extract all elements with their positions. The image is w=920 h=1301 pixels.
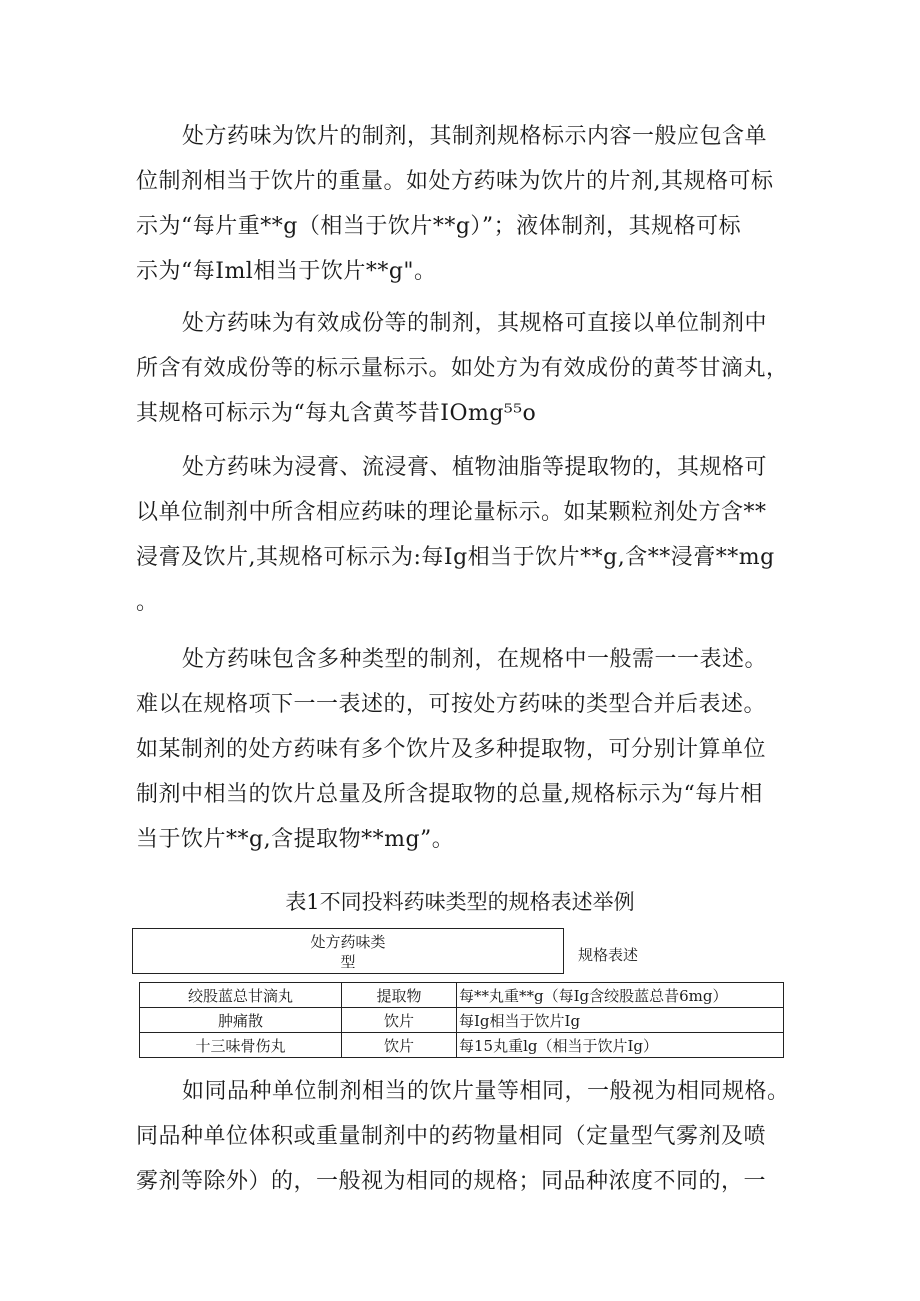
table-cell-product: 十三味骨伤丸 — [140, 1033, 342, 1058]
table-cell-spec: 每**丸重**g（每Ig含绞股蓝总昔6mg） — [457, 983, 784, 1008]
paragraph-line: 以单位制剂中所含相应药味的理论量标示。如某颗粒剂处方含** — [136, 500, 767, 525]
paragraph-line: 同品种单位体积或重量制剂中的药物量相同（定量型气雾剂及喷 — [136, 1124, 767, 1149]
paragraph-line: 当于饮片**g,含提取物**mg”。 — [136, 827, 455, 852]
paragraph-line: 浸膏及饮片,其规格可标示为:每Ig相当于饮片**g,含**浸膏**mg — [136, 545, 775, 570]
paragraph-4 — [136, 637, 796, 862]
table-header-line: 处方药味类 — [310, 933, 386, 951]
paragraph-line: 所含有效成份等的标示量标示。如处方为有效成份的黄芩甘滴丸， — [136, 356, 789, 381]
paragraph-3 — [136, 445, 796, 625]
paragraph-line: 制剂中相当的饮片总量及所含提取物的总量,规格标示为“每片相 — [136, 782, 763, 807]
table-cell-type: 饮片 — [342, 1033, 457, 1058]
paragraph-2 — [136, 301, 796, 436]
paragraph-line: 如某制剂的处方药味有多个饮片及多种提取物，可分别计算单位 — [136, 737, 767, 762]
paragraph-line: 其规格可标示为“每丸含黄芩昔IOmg⁵⁵o — [136, 401, 537, 426]
paragraph-line: 处方药味为饮片的制剂，其制剂规格标示内容一般应包含单 — [182, 124, 768, 149]
paragraph-line: 处方药味为有效成份等的制剂，其规格可直接以单位制剂中 — [182, 311, 768, 336]
paragraph-1 — [136, 114, 796, 294]
table-header-spec: 规格表述 — [578, 946, 639, 964]
table-caption: 表1不同投料药味类型的规格表述举例 — [285, 890, 635, 914]
table-cell-type: 提取物 — [342, 983, 457, 1008]
table-row — [140, 1008, 784, 1033]
paragraph-line: 示为“每Iml相当于饮片**g"。 — [136, 259, 437, 284]
table-cell-spec: 每Ig相当于饮片Ig — [457, 1008, 784, 1033]
table-header-line: 型 — [340, 953, 356, 971]
paragraph-line: 处方药味为浸膏、流浸膏、植物油脂等提取物的，其规格可 — [182, 455, 768, 480]
table-row — [140, 1033, 784, 1058]
paragraph-line: 处方药味包含多种类型的制剂，在规格中一般需一一表述。 — [182, 647, 768, 672]
paragraph-line: 如同品种单位制剂相当的饮片量等相同，一般视为相同规格。 — [182, 1079, 790, 1104]
table-cell-type: 饮片 — [342, 1008, 457, 1033]
table-cell-product: 肿痛散 — [140, 1008, 342, 1033]
paragraph-line: 位制剂相当于饮片的重量。如处方药味为饮片的片剂,其规格可标 — [136, 169, 774, 194]
table-row — [140, 983, 784, 1008]
spec-table — [139, 982, 784, 1058]
paragraph-line: 。 — [136, 590, 159, 615]
table-cell-product: 绞股蓝总甘滴丸 — [140, 983, 342, 1008]
paragraph-5 — [136, 1069, 796, 1204]
paragraph-line: 雾剂等除外）的，一般视为相同的规格；同品种浓度不同的，一 — [136, 1169, 767, 1194]
table-header-prescription-type — [132, 928, 564, 974]
paragraph-line: 难以在规格项下一一表述的，可按处方药味的类型合并后表述。 — [136, 692, 767, 717]
table-cell-spec: 每15丸重lg（相当于饮片Ig） — [457, 1033, 784, 1058]
paragraph-line: 示为“每片重**g（相当于饮片**g）”；液体制剂，其规格可标 — [136, 214, 742, 239]
